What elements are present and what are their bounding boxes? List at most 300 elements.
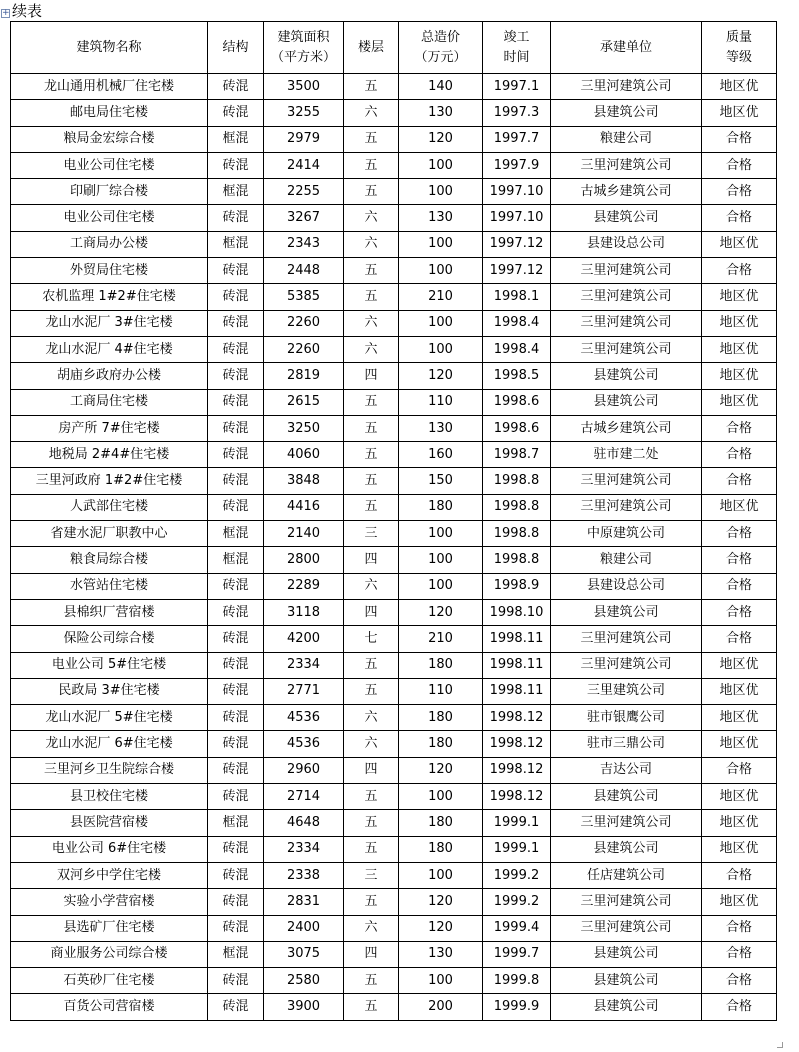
quality-grade-cell: 合格 [702, 915, 777, 941]
quality-grade-cell: 合格 [702, 126, 777, 152]
quality-grade-cell: 地区优 [702, 494, 777, 520]
completion-date-cell: 1997.9 [483, 152, 551, 178]
column-header [208, 22, 264, 74]
structure-cell: 砖混 [208, 336, 264, 362]
area-cell: 4060 [264, 442, 344, 468]
area-cell: 2334 [264, 836, 344, 862]
contractor-cell: 古城乡建筑公司 [551, 415, 702, 441]
table-row [11, 599, 777, 625]
structure-cell: 砖混 [208, 494, 264, 520]
column-header-line: 建筑面积 [277, 29, 330, 45]
table-row [11, 415, 777, 441]
quality-grade-cell: 地区优 [702, 363, 777, 389]
completion-date-cell: 1999.8 [483, 968, 551, 994]
table-row [11, 941, 777, 967]
cost-cell: 120 [399, 757, 483, 783]
table-row [11, 810, 777, 836]
structure-cell: 砖混 [208, 705, 264, 731]
cost-cell: 110 [399, 389, 483, 415]
floors-cell: 五 [344, 836, 399, 862]
area-cell: 4536 [264, 705, 344, 731]
floors-cell: 五 [344, 468, 399, 494]
column-header [344, 22, 399, 74]
table-row [11, 836, 777, 862]
quality-grade-cell: 地区优 [702, 889, 777, 915]
building-name-cell: 实验小学营宿楼 [11, 889, 208, 915]
floors-cell: 五 [344, 442, 399, 468]
floors-cell: 六 [344, 705, 399, 731]
contractor-cell: 粮建公司 [551, 547, 702, 573]
column-header-line: 等级 [725, 49, 752, 65]
quality-grade-cell: 合格 [702, 626, 777, 652]
contractor-cell: 三里河建筑公司 [551, 310, 702, 336]
table-row [11, 705, 777, 731]
table-row [11, 231, 777, 257]
completion-date-cell: 1999.7 [483, 941, 551, 967]
structure-cell: 砖混 [208, 652, 264, 678]
area-cell: 2343 [264, 231, 344, 257]
building-name-cell: 县选矿厂住宅楼 [11, 915, 208, 941]
completion-date-cell: 1999.2 [483, 862, 551, 888]
column-header-line: 楼层 [357, 39, 384, 55]
quality-grade-cell: 合格 [702, 442, 777, 468]
floors-cell: 五 [344, 126, 399, 152]
quality-grade-cell: 地区优 [702, 705, 777, 731]
cost-cell: 100 [399, 258, 483, 284]
floors-cell: 六 [344, 731, 399, 757]
structure-cell: 砖混 [208, 889, 264, 915]
completion-date-cell: 1998.6 [483, 415, 551, 441]
structure-cell: 砖混 [208, 363, 264, 389]
building-name-cell: 商业服务公司综合楼 [11, 941, 208, 967]
building-name-cell: 电业公司 5#住宅楼 [11, 652, 208, 678]
contractor-cell: 三里河建筑公司 [551, 468, 702, 494]
contractor-cell: 三里河建筑公司 [551, 152, 702, 178]
quality-grade-cell: 合格 [702, 179, 777, 205]
completion-date-cell: 1998.4 [483, 310, 551, 336]
cost-cell: 120 [399, 363, 483, 389]
area-cell: 2714 [264, 784, 344, 810]
contractor-cell: 县建筑公司 [551, 968, 702, 994]
cost-cell: 180 [399, 731, 483, 757]
building-name-cell: 县卫校住宅楼 [11, 784, 208, 810]
table-caption: 续表 [12, 2, 43, 20]
area-cell: 2338 [264, 862, 344, 888]
building-name-cell: 龙山通用机械厂住宅楼 [11, 74, 208, 100]
table-row [11, 205, 777, 231]
table-row [11, 862, 777, 888]
structure-cell: 框混 [208, 179, 264, 205]
structure-cell: 框混 [208, 547, 264, 573]
table-row [11, 573, 777, 599]
table-row [11, 310, 777, 336]
contractor-cell: 县建筑公司 [551, 599, 702, 625]
table-row [11, 336, 777, 362]
structure-cell: 砖混 [208, 757, 264, 783]
building-name-cell: 三里河政府 1#2#住宅楼 [11, 468, 208, 494]
floors-cell: 六 [344, 310, 399, 336]
structure-cell: 砖混 [208, 415, 264, 441]
table-row [11, 100, 777, 126]
cost-cell: 130 [399, 415, 483, 441]
table-row [11, 652, 777, 678]
floors-cell: 五 [344, 152, 399, 178]
cost-cell: 150 [399, 468, 483, 494]
column-header [551, 22, 702, 74]
cost-cell: 180 [399, 836, 483, 862]
contractor-cell: 三里河建筑公司 [551, 810, 702, 836]
area-cell: 3075 [264, 941, 344, 967]
table-row [11, 757, 777, 783]
contractor-cell: 县建筑公司 [551, 941, 702, 967]
completion-date-cell: 1998.9 [483, 573, 551, 599]
cost-cell: 130 [399, 205, 483, 231]
area-cell: 4200 [264, 626, 344, 652]
table-row [11, 678, 777, 704]
cost-cell: 110 [399, 678, 483, 704]
contractor-cell: 三里河建筑公司 [551, 889, 702, 915]
completion-date-cell: 1998.12 [483, 784, 551, 810]
column-header [702, 22, 777, 74]
floors-cell: 五 [344, 74, 399, 100]
building-name-cell: 工商局住宅楼 [11, 389, 208, 415]
cost-cell: 120 [399, 599, 483, 625]
completion-date-cell: 1997.12 [483, 231, 551, 257]
cost-cell: 180 [399, 652, 483, 678]
building-name-cell: 县棉织厂营宿楼 [11, 599, 208, 625]
building-name-cell: 百货公司营宿楼 [11, 994, 208, 1020]
floors-cell: 五 [344, 968, 399, 994]
contractor-cell: 县建筑公司 [551, 100, 702, 126]
quality-grade-cell: 合格 [702, 941, 777, 967]
quality-grade-cell: 合格 [702, 573, 777, 599]
contractor-cell: 三里河建筑公司 [551, 74, 702, 100]
building-name-cell: 农机监理 1#2#住宅楼 [11, 284, 208, 310]
building-name-cell: 龙山水泥厂 4#住宅楼 [11, 336, 208, 362]
column-header-line: 竣工 [503, 29, 530, 45]
area-cell: 4416 [264, 494, 344, 520]
structure-cell: 框混 [208, 521, 264, 547]
quality-grade-cell: 地区优 [702, 336, 777, 362]
structure-cell: 砖混 [208, 468, 264, 494]
column-header [264, 22, 344, 74]
structure-cell: 砖混 [208, 731, 264, 757]
building-name-cell: 电业公司住宅楼 [11, 205, 208, 231]
area-cell: 2771 [264, 678, 344, 704]
contractor-cell: 粮建公司 [551, 126, 702, 152]
contractor-cell: 县建筑公司 [551, 389, 702, 415]
quality-grade-cell: 合格 [702, 862, 777, 888]
building-name-cell: 龙山水泥厂 5#住宅楼 [11, 705, 208, 731]
building-name-cell: 电业公司住宅楼 [11, 152, 208, 178]
table-row [11, 915, 777, 941]
structure-cell: 砖混 [208, 784, 264, 810]
structure-cell: 砖混 [208, 258, 264, 284]
building-name-cell: 水管站住宅楼 [11, 573, 208, 599]
contractor-cell: 驻市银鹰公司 [551, 705, 702, 731]
floors-cell: 五 [344, 784, 399, 810]
area-cell: 2831 [264, 889, 344, 915]
cost-cell: 100 [399, 784, 483, 810]
contractor-cell: 古城乡建筑公司 [551, 179, 702, 205]
cost-cell: 210 [399, 626, 483, 652]
completion-date-cell: 1998.11 [483, 678, 551, 704]
contractor-cell: 县建筑公司 [551, 994, 702, 1020]
cost-cell: 180 [399, 494, 483, 520]
cost-cell: 100 [399, 521, 483, 547]
building-name-cell: 粮局金宏综合楼 [11, 126, 208, 152]
cost-cell: 100 [399, 968, 483, 994]
structure-cell: 砖混 [208, 389, 264, 415]
structure-cell: 砖混 [208, 152, 264, 178]
completion-date-cell: 1999.2 [483, 889, 551, 915]
move-handle-icon[interactable]: + [2, 8, 10, 18]
column-header-line: 结构 [222, 39, 249, 55]
quality-grade-cell: 合格 [702, 152, 777, 178]
floors-cell: 四 [344, 757, 399, 783]
quality-grade-cell: 合格 [702, 757, 777, 783]
table-row [11, 626, 777, 652]
floors-cell: 六 [344, 205, 399, 231]
cost-cell: 120 [399, 915, 483, 941]
completion-date-cell: 1998.12 [483, 757, 551, 783]
area-cell: 2960 [264, 757, 344, 783]
area-cell: 3118 [264, 599, 344, 625]
area-cell: 2800 [264, 547, 344, 573]
contractor-cell: 县建筑公司 [551, 784, 702, 810]
floors-cell: 五 [344, 652, 399, 678]
table-row [11, 494, 777, 520]
contractor-cell: 县建设总公司 [551, 573, 702, 599]
structure-cell: 砖混 [208, 573, 264, 599]
structure-cell: 砖混 [208, 678, 264, 704]
structure-cell: 砖混 [208, 836, 264, 862]
quality-grade-cell: 地区优 [702, 810, 777, 836]
cost-cell: 160 [399, 442, 483, 468]
building-name-cell: 民政局 3#住宅楼 [11, 678, 208, 704]
quality-grade-cell: 地区优 [702, 100, 777, 126]
table-row [11, 889, 777, 915]
completion-date-cell: 1997.7 [483, 126, 551, 152]
cost-cell: 100 [399, 231, 483, 257]
structure-cell: 框混 [208, 231, 264, 257]
floors-cell: 七 [344, 626, 399, 652]
quality-grade-cell: 合格 [702, 468, 777, 494]
contractor-cell: 中原建筑公司 [551, 521, 702, 547]
building-name-cell: 省建水泥厂职教中心 [11, 521, 208, 547]
area-cell: 5385 [264, 284, 344, 310]
floors-cell: 五 [344, 284, 399, 310]
structure-cell: 砖混 [208, 994, 264, 1020]
contractor-cell: 三里河建筑公司 [551, 626, 702, 652]
completion-date-cell: 1998.8 [483, 547, 551, 573]
completion-date-cell: 1998.12 [483, 705, 551, 731]
area-cell: 2260 [264, 310, 344, 336]
completion-date-cell: 1997.12 [483, 258, 551, 284]
completion-date-cell: 1999.9 [483, 994, 551, 1020]
contractor-cell: 县建筑公司 [551, 836, 702, 862]
completion-date-cell: 1998.5 [483, 363, 551, 389]
table-row [11, 994, 777, 1020]
cost-cell: 130 [399, 941, 483, 967]
building-name-cell: 龙山水泥厂 6#住宅楼 [11, 731, 208, 757]
floors-cell: 五 [344, 179, 399, 205]
contractor-cell: 县建筑公司 [551, 205, 702, 231]
table-row [11, 731, 777, 757]
completion-date-cell: 1998.12 [483, 731, 551, 757]
cost-cell: 180 [399, 810, 483, 836]
table-row [11, 363, 777, 389]
floors-cell: 五 [344, 810, 399, 836]
table-row [11, 521, 777, 547]
area-cell: 3255 [264, 100, 344, 126]
floors-cell: 五 [344, 994, 399, 1020]
building-name-cell: 工商局办公楼 [11, 231, 208, 257]
table-body [11, 74, 777, 1021]
table-row [11, 784, 777, 810]
buildings-table [10, 21, 777, 1021]
floors-cell: 三 [344, 521, 399, 547]
quality-grade-cell: 合格 [702, 599, 777, 625]
structure-cell: 框混 [208, 941, 264, 967]
floors-cell: 六 [344, 231, 399, 257]
completion-date-cell: 1998.7 [483, 442, 551, 468]
column-header [483, 22, 551, 74]
contractor-cell: 吉达公司 [551, 757, 702, 783]
contractor-cell: 三里河建筑公司 [551, 336, 702, 362]
structure-cell: 砖混 [208, 74, 264, 100]
quality-grade-cell: 地区优 [702, 652, 777, 678]
cost-cell: 130 [399, 100, 483, 126]
building-name-cell: 石英砂厂住宅楼 [11, 968, 208, 994]
area-cell: 2400 [264, 915, 344, 941]
completion-date-cell: 1997.10 [483, 179, 551, 205]
completion-date-cell: 1998.6 [483, 389, 551, 415]
completion-date-cell: 1997.10 [483, 205, 551, 231]
quality-grade-cell: 地区优 [702, 231, 777, 257]
completion-date-cell: 1999.1 [483, 810, 551, 836]
completion-date-cell: 1997.3 [483, 100, 551, 126]
quality-grade-cell: 地区优 [702, 284, 777, 310]
cost-cell: 100 [399, 336, 483, 362]
building-name-cell: 房产所 7#住宅楼 [11, 415, 208, 441]
completion-date-cell: 1998.10 [483, 599, 551, 625]
column-header-line: 建筑物名称 [76, 39, 142, 55]
column-header-line: 时间 [503, 49, 530, 65]
quality-grade-cell: 合格 [702, 415, 777, 441]
area-cell: 2615 [264, 389, 344, 415]
structure-cell: 框混 [208, 810, 264, 836]
table-row [11, 284, 777, 310]
quality-grade-cell: 地区优 [702, 678, 777, 704]
building-name-cell: 粮食局综合楼 [11, 547, 208, 573]
structure-cell: 砖混 [208, 284, 264, 310]
completion-date-cell: 1997.1 [483, 74, 551, 100]
area-cell: 2414 [264, 152, 344, 178]
table-row [11, 74, 777, 100]
table-row [11, 179, 777, 205]
floors-cell: 六 [344, 100, 399, 126]
table-row [11, 968, 777, 994]
contractor-cell: 驻市建二处 [551, 442, 702, 468]
cost-cell: 100 [399, 573, 483, 599]
area-cell: 2448 [264, 258, 344, 284]
building-name-cell: 邮电局住宅楼 [11, 100, 208, 126]
area-cell: 2255 [264, 179, 344, 205]
structure-cell: 砖混 [208, 599, 264, 625]
column-header [11, 22, 208, 74]
quality-grade-cell: 合格 [702, 994, 777, 1020]
area-cell: 3848 [264, 468, 344, 494]
area-cell: 3267 [264, 205, 344, 231]
area-cell: 4536 [264, 731, 344, 757]
cost-cell: 210 [399, 284, 483, 310]
contractor-cell: 任店建筑公司 [551, 862, 702, 888]
quality-grade-cell: 合格 [702, 521, 777, 547]
floors-cell: 四 [344, 599, 399, 625]
contractor-cell: 县建设总公司 [551, 231, 702, 257]
area-cell: 2289 [264, 573, 344, 599]
table-header-row [11, 22, 777, 74]
column-header-line: 承建单位 [599, 39, 652, 55]
building-name-cell: 胡庙乡政府办公楼 [11, 363, 208, 389]
quality-grade-cell: 地区优 [702, 836, 777, 862]
column-header-line: 质量 [725, 29, 752, 45]
floors-cell: 五 [344, 415, 399, 441]
area-cell: 2979 [264, 126, 344, 152]
area-cell: 2580 [264, 968, 344, 994]
completion-date-cell: 1998.11 [483, 652, 551, 678]
cost-cell: 140 [399, 74, 483, 100]
completion-date-cell: 1998.8 [483, 468, 551, 494]
floors-cell: 四 [344, 941, 399, 967]
floors-cell: 六 [344, 573, 399, 599]
area-cell: 2140 [264, 521, 344, 547]
quality-grade-cell: 合格 [702, 547, 777, 573]
quality-grade-cell: 地区优 [702, 74, 777, 100]
cost-cell: 100 [399, 179, 483, 205]
area-cell: 2260 [264, 336, 344, 362]
floors-cell: 五 [344, 678, 399, 704]
area-cell: 4648 [264, 810, 344, 836]
contractor-cell: 三里河建筑公司 [551, 494, 702, 520]
contractor-cell: 三里河建筑公司 [551, 915, 702, 941]
floors-cell: 五 [344, 889, 399, 915]
floors-cell: 五 [344, 258, 399, 284]
quality-grade-cell: 地区优 [702, 731, 777, 757]
completion-date-cell: 1998.8 [483, 521, 551, 547]
building-name-cell: 县医院营宿楼 [11, 810, 208, 836]
completion-date-cell: 1998.11 [483, 626, 551, 652]
cost-cell: 180 [399, 705, 483, 731]
area-cell: 3500 [264, 74, 344, 100]
building-name-cell: 三里河乡卫生院综合楼 [11, 757, 208, 783]
building-name-cell: 双河乡中学住宅楼 [11, 862, 208, 888]
building-name-cell: 保险公司综合楼 [11, 626, 208, 652]
contractor-cell: 三里建筑公司 [551, 678, 702, 704]
completion-date-cell: 1998.8 [483, 494, 551, 520]
floors-cell: 五 [344, 494, 399, 520]
column-header-line: （平方米） [270, 49, 336, 65]
table-resize-handle[interactable] [777, 1042, 783, 1048]
structure-cell: 砖混 [208, 915, 264, 941]
structure-cell: 砖混 [208, 100, 264, 126]
floors-cell: 六 [344, 336, 399, 362]
table-row [11, 126, 777, 152]
quality-grade-cell: 合格 [702, 968, 777, 994]
quality-grade-cell: 合格 [702, 258, 777, 284]
structure-cell: 框混 [208, 126, 264, 152]
